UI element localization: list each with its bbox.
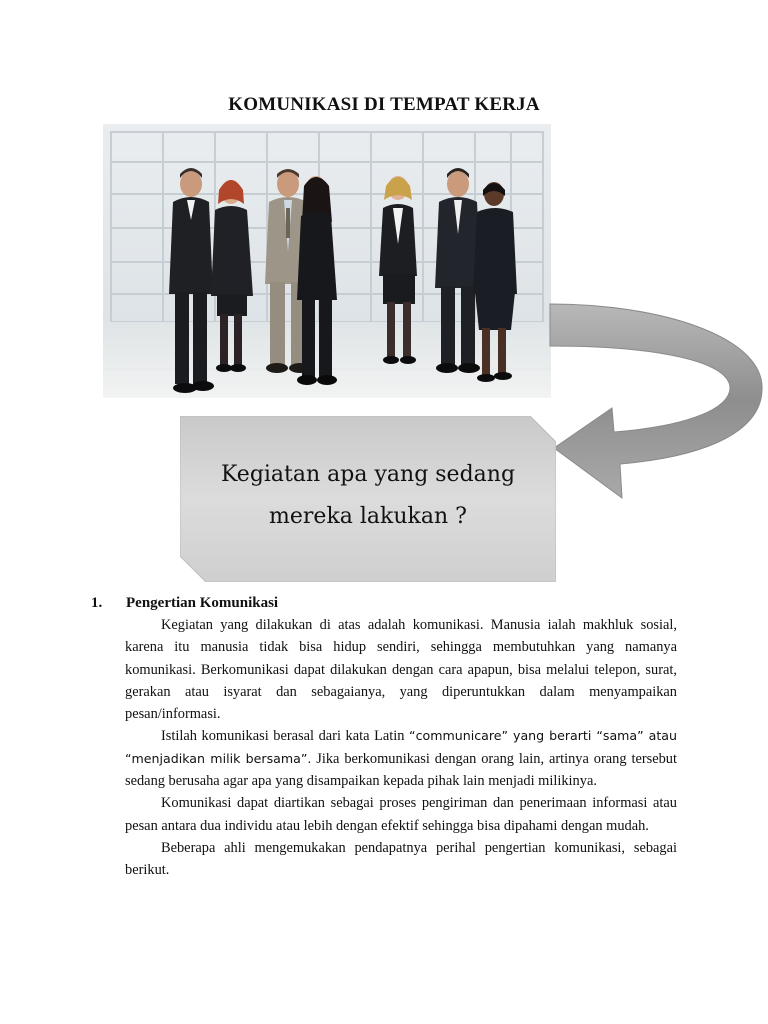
question-callout (180, 416, 556, 582)
latin-term: “communicare” yang berarti “sama” atau “menjadikan milik bersama”. (125, 728, 678, 766)
paragraph-4: Beberapa ahli mengemukakan pendapatnya perihal pengertian komunikasi, sebagai berikut. (125, 839, 677, 879)
callout-line-1: Kegiatan apa yang sedang (220, 462, 516, 487)
paragraph-2-end: Jika berkomunikasi dengan orang lain, artinya orang tersebut sedang berusaha agar apa yang disampaikan kepada pihak lain menjadi milikinya. (125, 750, 677, 790)
curved-arrow-icon (540, 296, 768, 506)
paragraph-1: Kegiatan yang dilakukan di atas adalah komunikasi. Manusia ialah makhluk sosial, karena itu manusia tidak bisa hidup sendiri, sehingga membutuhkan yang namanya komunikasi. Berkomunikasi dapat dilakukan dengan cara apapun, bisa melalui telepon, surat, gerakan atau isyarat dan sebagaianya, yang diperuntukkan dalam menyampaikan pesan/informasi. (125, 617, 677, 723)
paragraph-2 (125, 725, 677, 792)
callout-line-2: mereka lakukan ? (269, 504, 467, 529)
people-meeting-photo (103, 124, 551, 398)
paragraph-3: Komunikasi dapat diartikan sebagai proses pengiriman dan penerimaan informasi atau pesan antara dua individu atau lebih dengan efektif sehingga bisa dipahami dengan mudah. (125, 795, 677, 834)
section-heading: Pengertian Komunikasi (126, 595, 279, 611)
section-number: 1. (91, 595, 103, 611)
page-title: KOMUNIKASI DI TEMPAT KERJA (228, 94, 540, 115)
section-body (125, 614, 677, 882)
paragraph-2-start: Istilah komunikasi berasal dari kata Latin (161, 728, 410, 745)
